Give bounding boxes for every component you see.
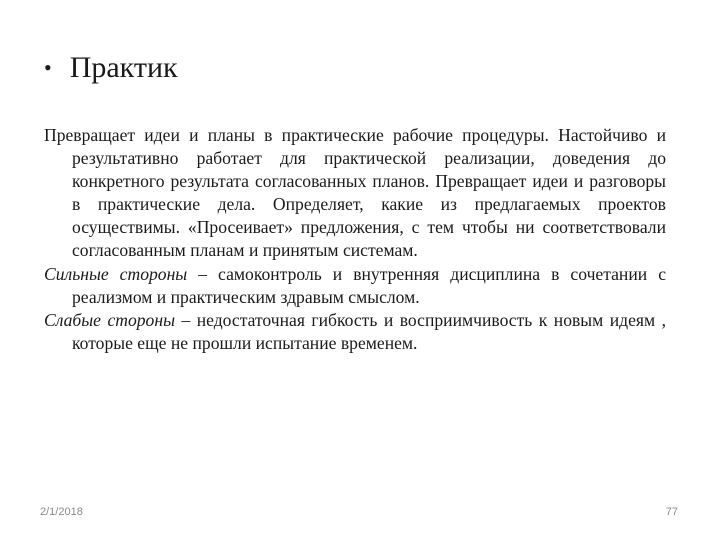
paragraph-weaknesses <box>44 309 666 355</box>
strengths-text: – самоконтроль и внутренняя дисциплина в сочетании с реализмом и практическим здравым смыслом. <box>72 263 667 307</box>
slide-body <box>44 124 666 355</box>
title-bullet: • <box>44 55 52 80</box>
weaknesses-text: – недостаточная гибкость и восприимчивость к новым идеям , которые еще не прошли испытание временем. <box>72 309 666 353</box>
weaknesses-lead: Слабые стороны <box>44 309 175 330</box>
strengths-lead: Сильные стороны <box>44 263 188 284</box>
paragraph-description-text: Превращает идеи и планы в практические рабочие процедуры. Настойчиво и результативно работает для практической реализации, доведения до конкретного результата согласованных планов. Превращает идеи и разговоры в практические дела. Определяет, какие из предлагаемых проектов осуществимы. «Просеивает» предложения, с тем чтобы ни соответствовали согласованным планам и принятым системам. <box>44 125 666 261</box>
slide-title: Практик <box>69 51 178 84</box>
paragraph-strengths <box>44 263 666 309</box>
paragraph-description <box>44 124 666 263</box>
footer-page-number: 77 <box>665 506 678 518</box>
footer-date: 2/1/2018 <box>40 506 83 518</box>
slide-title-row <box>44 48 178 88</box>
